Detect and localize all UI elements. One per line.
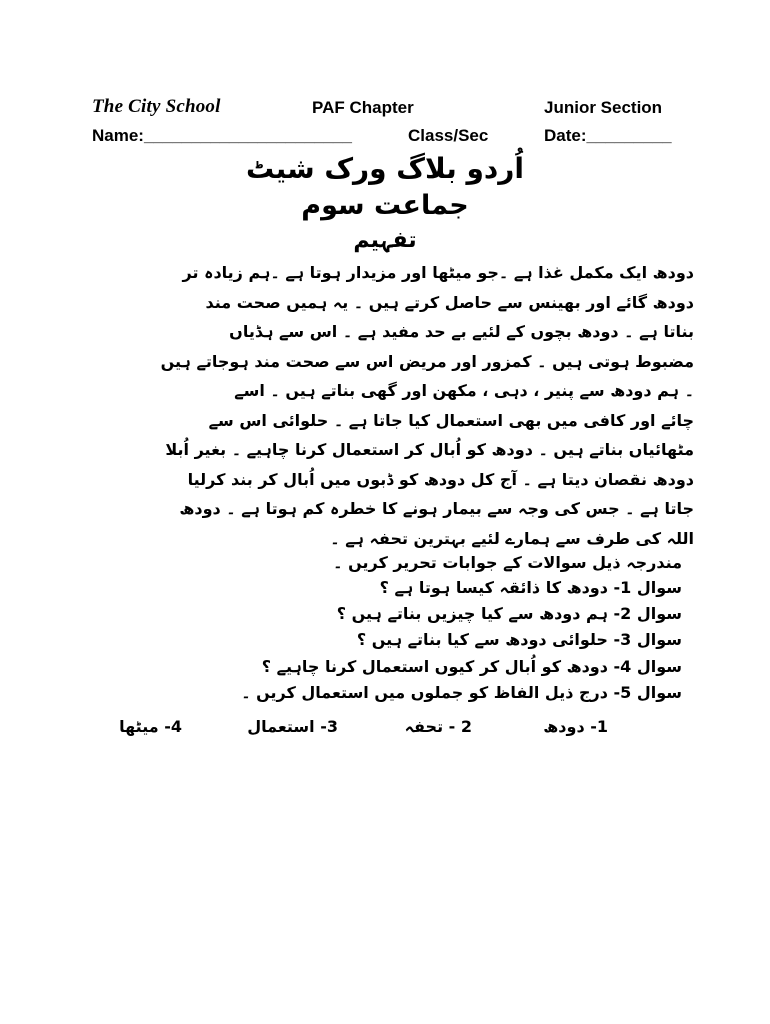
comprehension-passage	[70, 258, 694, 553]
topic-title: تفہیم	[353, 228, 417, 253]
question-3: سوال 3- حلوائی دودھ سے کیا بناتے ہیں ؟	[356, 630, 682, 649]
passage-line: جاتا ہے ۔ جس کی وجہ سے بیمار ہونے کا خطرہ کم ہوتا ہے ۔ دودھ	[179, 499, 694, 518]
question-1: سوال 1- دودھ کا ذائقہ کیسا ہوتا ہے ؟	[379, 578, 682, 597]
passage-line: اللہ کی طرف سے ہمارے لئیے بہترین تحفہ ہے ۔	[330, 528, 694, 548]
grade-title: جماعت سوم	[301, 190, 469, 221]
vocab-word-1: 1- دودھ	[543, 717, 608, 736]
school-name: The City School	[92, 96, 221, 117]
vocab-word-4: 4- میٹھا	[119, 717, 182, 736]
worksheet-title: اُردو بلاگ ورک شیٹ	[246, 152, 524, 185]
passage-line: مٹھائیاں بناتے ہیں ۔ دودھ کو اُبال کر استعمال کرنا چاہیے ۔ بغیر اُبلا	[165, 440, 694, 459]
vocab-word-3: 3- استعمال	[247, 717, 338, 736]
passage-line: دودھ گائے اور بھینس سے حاصل کرتے ہیں ۔ یہ ہمیں صحت مند	[205, 292, 694, 312]
passage-line: چائے اور کافی میں بھی استعمال کیا جاتا ہے ۔ حلوائی اس سے	[208, 410, 694, 430]
questions-instruction: مندرجہ ذیل سوالات کے جوابات تحریر کریں ۔	[333, 553, 682, 572]
passage-line: ۔ ہم دودھ سے پنیر ، دہی ، مکھن اور گھی بناتے ہیں ۔ اسے	[234, 381, 694, 400]
passage-line: دودھ ایک مکمل غذا ہے ۔جو میٹھا اور مزیدار ہوتا ہے ۔ہم زیادہ تر	[182, 263, 694, 282]
passage-line: بناتا ہے ۔ دودھ بچوں کے لئیے بے حد مفید ہے ۔ اس سے ہڈیاں	[229, 322, 694, 341]
date-field: Date:_________	[544, 126, 672, 145]
vocab-word-2: 2 - تحفہ	[404, 717, 472, 736]
passage-line: مضبوط ہوتی ہیں ۔ کمزور اور مریض اس سے صحت مند ہوجاتے ہیں	[160, 351, 694, 371]
question-4: سوال 4- دودھ کو اُبال کر کیوں استعمال کرنا چاہیے ؟	[261, 657, 682, 676]
chapter-label: PAF Chapter	[312, 98, 414, 117]
name-field: Name:______________________	[92, 126, 352, 145]
class-field: Class/Sec	[408, 126, 489, 145]
question-5: سوال 5- درج ذیل الفاظ کو جملوں میں استعمال کریں ۔	[241, 683, 682, 702]
section-label: Junior Section	[544, 98, 663, 117]
passage-line: دودھ نقصان دیتا ہے ۔ آج کل دودھ کو ڈبوں میں اُبال کر بند کرلیا	[187, 469, 694, 489]
question-2: سوال 2- ہم دودھ سے کیا چیزیں بناتے ہیں ؟	[336, 604, 682, 623]
